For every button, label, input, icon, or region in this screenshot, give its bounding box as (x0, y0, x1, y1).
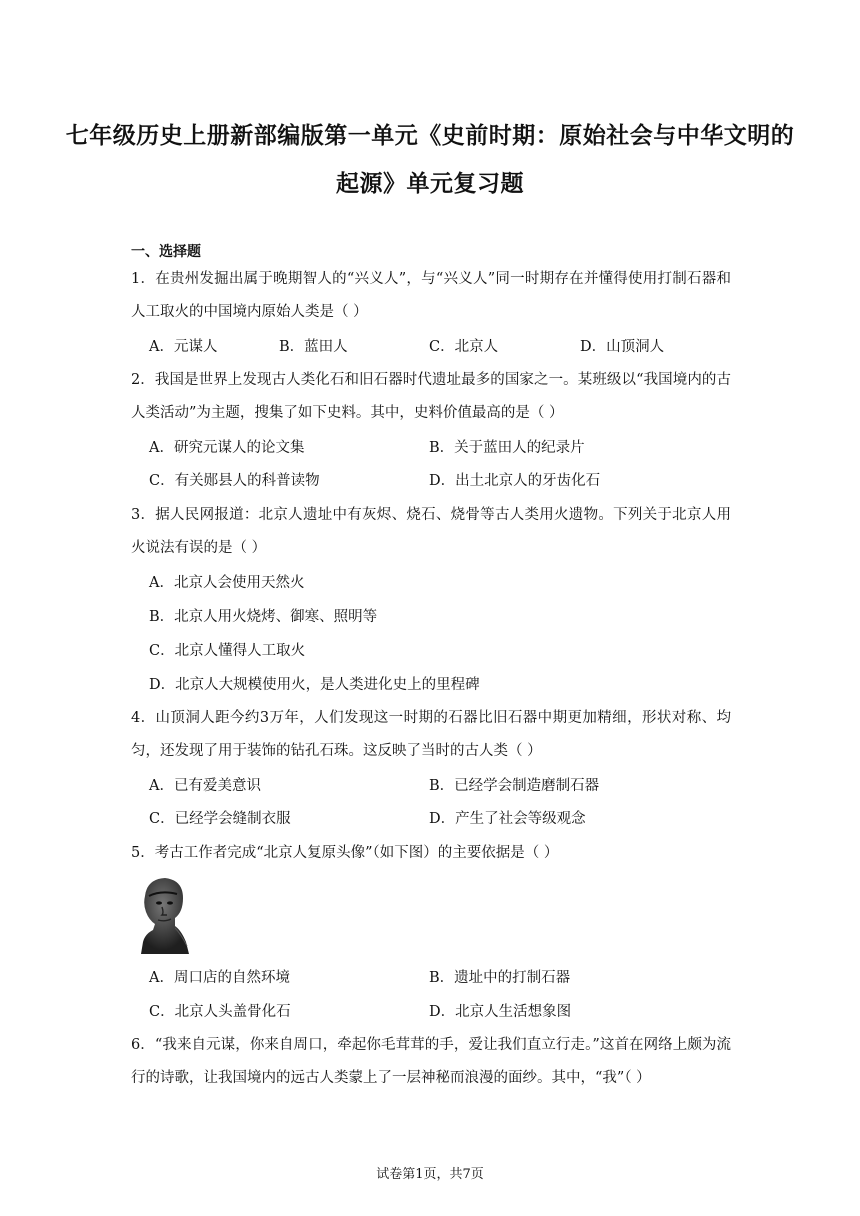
option-d: D．北京人大规模使用火，是人类进化史上的里程碑 (149, 677, 480, 693)
option-a: A．元谋人 (149, 339, 218, 355)
option-b: B．北京人用火烧烤、御寒、照明等 (149, 609, 378, 625)
page-footer: 试卷第1页，共7页 (376, 1167, 484, 1182)
question-stem: 4．山顶洞人距今约3万年，人们发现这一时期的石器比旧石器中期更加精细，形状对称、均匀，还发现了用于装饰的钻孔石珠。这反映了当时的古人类（ ） (131, 710, 731, 759)
option-b: B．遗址中的打制石器 (429, 970, 571, 986)
page-title: 七年级历史上册新部编版第一单元《史前时期：原始社会与中华文明的起源》单元复习题 (65, 122, 795, 197)
option-a: A．北京人会使用天然火 (149, 575, 305, 591)
question-stem: 5．考古工作者完成“北京人复原头像”（如下图）的主要依据是（ ） (131, 845, 559, 861)
question-stem: 3．据人民网报道：北京人遗址中有灰烬、烧石、烧骨等古人类用火遗物。下列关于北京人用火说法有误的是（ ） (131, 507, 731, 556)
option-c: C．已经学会缝制衣服 (149, 811, 291, 827)
peking-man-bust-image (131, 872, 201, 956)
option-c: C．有关郧县人的科普读物 (149, 473, 320, 489)
option-b: B．已经学会制造磨制石器 (429, 778, 600, 794)
question-stem: 2．我国是世界上发现古人类化石和旧石器时代遗址最多的国家之一。某班级以“我国境内的古人类活动”为主题，搜集了如下史料。其中，史料价值最高的是（ ） (131, 372, 731, 421)
option-d: D．产生了社会等级观念 (429, 811, 586, 827)
question-stem: 1．在贵州发掘出属于晚期智人的“兴义人”，与“兴义人”同一时期存在并懂得使用打制石器和人工取火的中国境内原始人类是（ ） (131, 271, 731, 320)
option-d: D．出土北京人的牙齿化石 (429, 473, 601, 489)
option-a: A．已有爱美意识 (149, 778, 261, 794)
option-d: D．北京人生活想象图 (429, 1004, 572, 1020)
option-c: C．北京人 (429, 339, 499, 355)
option-a: A．研究元谋人的论文集 (149, 440, 305, 456)
option-d: D．山顶洞人 (580, 339, 665, 355)
option-b: B．关于蓝田人的纪录片 (429, 440, 585, 456)
option-c: C．北京人头盖骨化石 (149, 1004, 291, 1020)
option-b: B．蓝田人 (279, 339, 348, 355)
question-stem: 6．“我来自元谋，你来自周口，牵起你毛茸茸的手，爱让我们直立行走。”这首在网络上颇为流行的诗歌，让我国境内的远古人类蒙上了一层神秘而浪漫的面纱。其中，“我”（ ） (131, 1037, 731, 1086)
section-heading: 一、选择题 (131, 244, 201, 260)
option-c: C．北京人懂得人工取火 (149, 643, 306, 659)
option-a: A．周口店的自然环境 (149, 970, 290, 986)
